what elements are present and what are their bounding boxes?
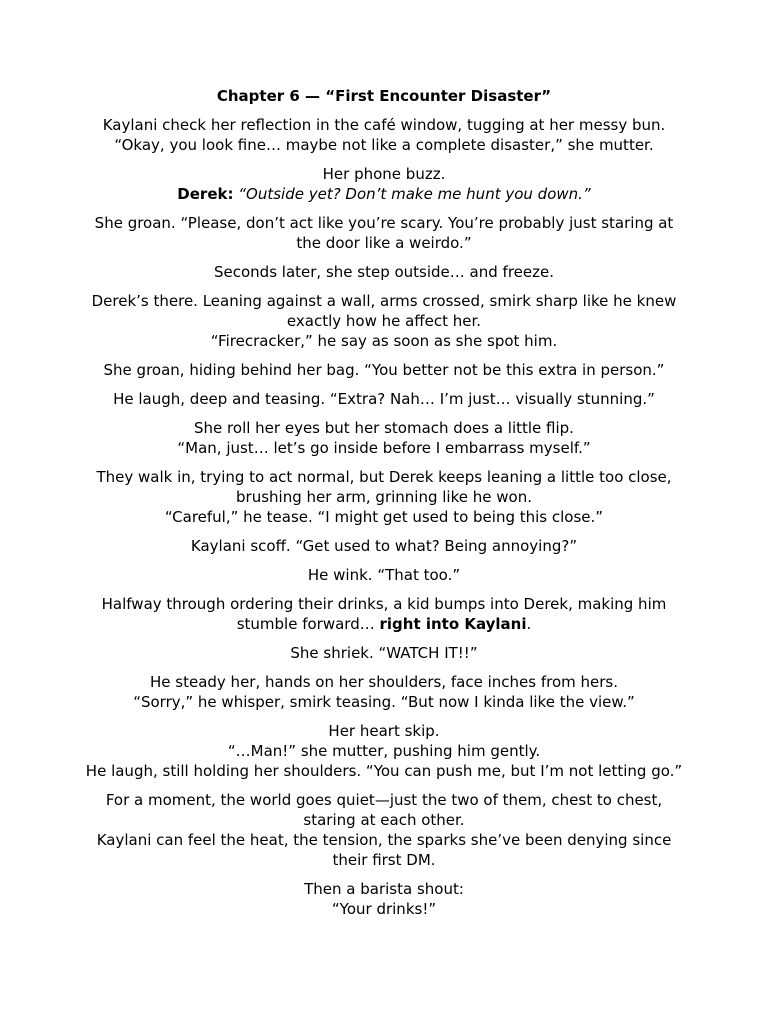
- paragraph-1-line-2: “Okay, you look fine… maybe not like a complete disaster,” she mutter.: [114, 136, 654, 154]
- paragraph-16-line-2: Kaylani can feel the heat, the tension, the sparks she’ve been denying since their first DM.: [96, 831, 672, 869]
- paragraph-1-line-1: Kaylani check her reflection in the café window, tugging at her messy bun.: [102, 116, 666, 134]
- paragraph-6: She groan, hiding behind her bag. “You better not be this extra in person.”: [103, 361, 665, 379]
- paragraph-8-line-1: She roll her eyes but her stomach does a little flip.: [194, 419, 574, 437]
- paragraph-17: [80, 879, 688, 919]
- paragraph-12-end: .: [526, 615, 532, 633]
- paragraph-5-line-1: Derek’s there. Leaning against a wall, arms crossed, smirk sharp like he knew exactly how he affect her.: [91, 292, 677, 330]
- paragraph-14-line-1: He steady her, hands on her shoulders, face inches from hers.: [150, 673, 618, 691]
- paragraph-11: He wink. “That too.”: [307, 566, 461, 584]
- paragraph-14-line-2: “Sorry,” he whisper, smirk teasing. “But now I kinda like the view.”: [133, 693, 635, 711]
- paragraph-8: [80, 418, 688, 458]
- paragraph-2: [80, 164, 688, 204]
- paragraph-9-line-1: They walk in, trying to act normal, but Derek keeps leaning a little too close, brushing her arm, grinning like he won.: [96, 468, 672, 506]
- paragraph-15-line-2: “…Man!” she mutter, pushing him gently.: [227, 742, 541, 760]
- paragraph-8-line-2: “Man, just… let’s go inside before I embarrass myself.”: [177, 439, 591, 457]
- text-message-line: [80, 184, 688, 204]
- paragraph-12-bold: right into Kaylani: [379, 615, 527, 633]
- message-sender: Derek:: [177, 185, 234, 203]
- paragraph-2-line-1: Her phone buzz.: [322, 165, 446, 183]
- paragraph-15: [80, 721, 688, 781]
- paragraph-12: [80, 594, 688, 634]
- paragraph-17-line-1: Then a barista shout:: [304, 880, 464, 898]
- paragraph-4: Seconds later, she step outside… and freeze.: [214, 263, 554, 281]
- message-text: “Outside yet? Don’t make me hunt you down.”: [238, 185, 591, 203]
- paragraph-15-line-1: Her heart skip.: [328, 722, 440, 740]
- paragraph-13: She shriek. “WATCH IT!!”: [290, 644, 478, 662]
- paragraph-12-text: Halfway through ordering their drinks, a kid bumps into Derek, making him stumble forward…: [101, 595, 667, 633]
- paragraph-15-line-3: He laugh, still holding her shoulders. “You can push me, but I’m not letting go.”: [85, 762, 683, 780]
- paragraph-17-line-2: “Your drinks!”: [331, 900, 437, 918]
- paragraph-16-line-1: For a moment, the world goes quiet—just the two of them, chest to chest, staring at each other.: [105, 791, 663, 829]
- chapter-title: Chapter 6 — “First Encounter Disaster”: [216, 87, 552, 105]
- paragraph-9-line-2: “Careful,” he tease. “I might get used to being this close.”: [164, 508, 604, 526]
- paragraph-9: [80, 467, 688, 527]
- paragraph-5: [80, 291, 688, 351]
- paragraph-16: [80, 790, 688, 870]
- paragraph-10: Kaylani scoff. “Get used to what? Being annoying?”: [190, 537, 578, 555]
- paragraph-14: [80, 672, 688, 712]
- document-page: [80, 86, 688, 928]
- paragraph-7: He laugh, deep and teasing. “Extra? Nah… I’m just… visually stunning.”: [113, 390, 655, 408]
- paragraph-5-line-2: “Firecracker,” he say as soon as she spot him.: [210, 332, 558, 350]
- paragraph-3: She groan. “Please, don’t act like you’re scary. You’re probably just staring at the door like a weirdo.”: [94, 214, 674, 252]
- paragraph-1: [80, 115, 688, 155]
